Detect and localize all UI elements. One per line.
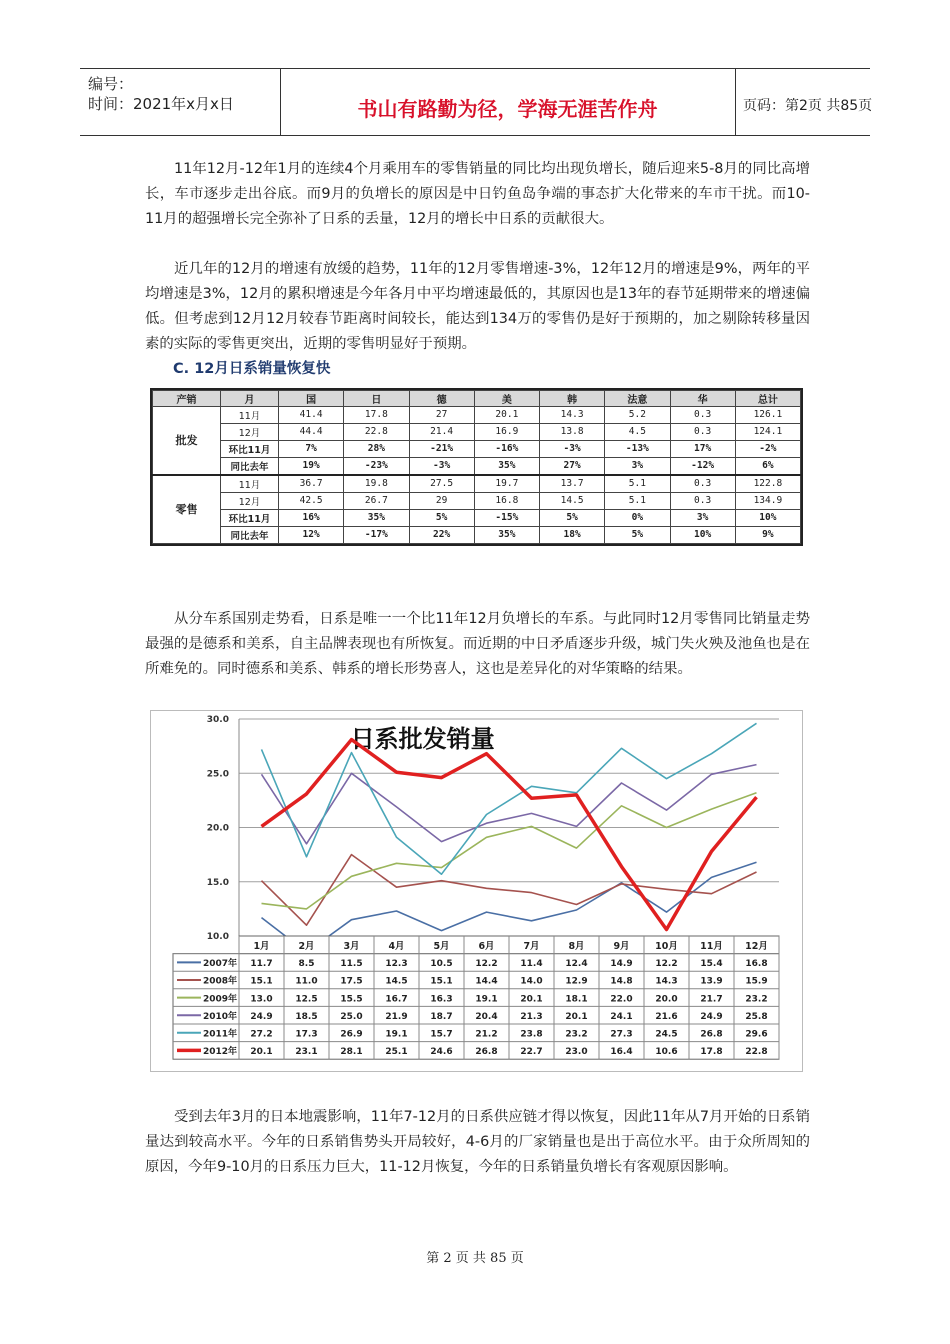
y-tick-label: 30.0: [206, 715, 229, 725]
table-row: [153, 509, 801, 526]
data-label: 15.5: [340, 994, 363, 1005]
data-label: 21.3: [520, 1011, 543, 1022]
table-cell: 5%: [605, 526, 670, 543]
table-cell: 19.7: [474, 475, 539, 493]
sales-table: [150, 388, 803, 546]
table-cell: 22.8: [344, 423, 409, 440]
table-cell: -13%: [605, 440, 670, 457]
data-label: 23.0: [565, 1047, 588, 1058]
data-label: 19.1: [385, 1029, 408, 1040]
data-label: 11.0: [295, 976, 318, 987]
header-meta-cell: [80, 69, 281, 135]
table-cell: 28%: [344, 440, 409, 457]
sales-table-grid: [152, 390, 801, 544]
data-label: 24.6: [430, 1047, 453, 1058]
table-cell: 5.1: [605, 475, 670, 493]
header-page-cell: [735, 69, 873, 135]
table-cell: 9%: [735, 526, 800, 543]
data-label: 16.8: [745, 959, 768, 970]
table-row: [153, 423, 801, 440]
data-label: 15.9: [745, 976, 768, 987]
table-cell: 13.8: [540, 423, 605, 440]
table-cell: 12%: [279, 526, 344, 543]
data-label: 17.5: [340, 976, 363, 987]
table-cell: 35%: [344, 509, 409, 526]
legend-label: 2009年: [202, 994, 237, 1005]
table-cell: 3%: [605, 457, 670, 475]
table-cell: 27%: [540, 457, 605, 475]
table-cell: 10%: [735, 509, 800, 526]
header-cell: 德: [409, 391, 474, 407]
header-cell: 美: [474, 391, 539, 407]
table-header-row: [153, 391, 801, 407]
table-cell: 6%: [735, 457, 800, 475]
data-label: 28.1: [340, 1047, 363, 1058]
data-label: 11.5: [340, 959, 363, 970]
data-label: 22.7: [520, 1047, 543, 1058]
data-label: 21.9: [385, 1011, 408, 1022]
data-label: 12.5: [295, 994, 318, 1005]
data-label: 22.0: [610, 994, 633, 1005]
row-label: 11月: [221, 407, 279, 424]
table-cell: 5.1: [605, 492, 670, 509]
table-row: [153, 440, 801, 457]
x-tick-label: 8月: [568, 941, 585, 952]
data-label: 26.9: [340, 1029, 363, 1040]
data-label: 18.7: [430, 1011, 453, 1022]
table-cell: 16%: [279, 509, 344, 526]
table-cell: -21%: [409, 440, 474, 457]
data-label: 11.7: [250, 959, 273, 970]
data-label: 11.4: [520, 959, 543, 970]
table-cell: -2%: [735, 440, 800, 457]
data-label: 20.1: [250, 1047, 273, 1058]
data-label: 18.1: [565, 994, 588, 1005]
x-tick-label: 5月: [433, 941, 450, 952]
data-label: 15.1: [250, 976, 273, 987]
data-label: 23.2: [745, 994, 768, 1005]
header-cell: 法意: [605, 391, 670, 407]
table-cell: 26.7: [344, 492, 409, 509]
header-cell: 日: [344, 391, 409, 407]
table-cell: 0%: [605, 509, 670, 526]
motto: 书山有路勤为径，学海无涯苦作舟: [357, 97, 658, 121]
data-label: 21.7: [700, 994, 723, 1005]
data-label: 17.8: [700, 1047, 723, 1058]
data-label: 12.2: [475, 959, 498, 970]
table-cell: 44.4: [279, 423, 344, 440]
table-row: [153, 475, 801, 493]
series-line-5: [262, 740, 757, 930]
legend-label: 2011年: [202, 1029, 237, 1040]
table-cell: 14.5: [540, 492, 605, 509]
table-cell: 0.3: [670, 407, 735, 424]
table-cell: 0.3: [670, 423, 735, 440]
line-chart: [151, 711, 802, 1071]
data-label: 14.8: [610, 976, 633, 987]
data-label: 10.6: [655, 1047, 678, 1058]
legend-label: 2012年: [202, 1047, 237, 1058]
table-cell: 35%: [474, 526, 539, 543]
data-label: 12.2: [655, 959, 678, 970]
data-label: 12.4: [565, 959, 588, 970]
table-cell: 27: [409, 407, 474, 424]
table-cell: 27.5: [409, 475, 474, 493]
table-cell: 5%: [409, 509, 474, 526]
data-label: 16.4: [610, 1047, 633, 1058]
data-label: 14.4: [475, 976, 498, 987]
table-cell: 16.9: [474, 423, 539, 440]
table-cell: 10%: [670, 526, 735, 543]
header-cell: 总计: [735, 391, 800, 407]
x-tick-label: 7月: [523, 941, 540, 952]
x-tick-label: 4月: [388, 941, 405, 952]
table-cell: 17.8: [344, 407, 409, 424]
chart-title: 日系批发销量: [350, 725, 495, 753]
table-cell: 29: [409, 492, 474, 509]
table-cell: 5%: [540, 509, 605, 526]
legend-label: 2010年: [202, 1011, 237, 1022]
y-tick-label: 10.0: [206, 932, 229, 942]
chart-panel: [150, 710, 803, 1072]
y-tick-label: 15.0: [206, 877, 229, 888]
table-cell: 14.3: [540, 407, 605, 424]
table-cell: 19.8: [344, 475, 409, 493]
table-cell: 42.5: [279, 492, 344, 509]
table-cell: 18%: [540, 526, 605, 543]
page-footer: 第 2 页 共 85 页: [426, 1251, 524, 1266]
x-tick-label: 2月: [298, 941, 315, 952]
header-motto-cell: [280, 69, 736, 135]
paragraph-3: 从分车系国别走势看，日系是唯一一个比11年12月负增长的车系。与此同时12月零售同比销量走势最强的是德系和美系，自主品牌表现也有所恢复。而近期的中日矛盾逐步升级，城门失火殃及池鱼也是在所难免的。同时德系和美系、韩系的增长形势喜人，这也是差异化的对华策略的结果。: [145, 611, 810, 677]
paragraph-4: 受到去年3月的日本地震影响，11年7-12月的日系供应链才得以恢复，因此11年从7月开始的日系销量达到较高水平。今年的日系销售势头开局较好，4-6月的厂家销量也是出于高位水平。由于众所周知的原因，今年9-10月的日系压力巨大，11-12月恢复，今年的日系销量负增长有客观原因影响。: [145, 1109, 810, 1175]
page-header: [80, 68, 873, 136]
table-cell: 19%: [279, 457, 344, 475]
data-label: 26.8: [700, 1029, 723, 1040]
data-label: 10.5: [430, 959, 453, 970]
data-label: 21.2: [475, 1029, 498, 1040]
table-cell: 13.7: [540, 475, 605, 493]
data-label: 15.1: [430, 976, 453, 987]
number-label: 编号：: [88, 75, 134, 93]
legend-label: 2008年: [202, 976, 237, 987]
data-label: 24.9: [250, 1011, 273, 1022]
data-label: 24.9: [700, 1011, 723, 1022]
series-line-1: [262, 855, 757, 926]
group-label: 批发: [153, 407, 221, 475]
table-cell: -23%: [344, 457, 409, 475]
table-cell: 22%: [409, 526, 474, 543]
table-cell: 16.8: [474, 492, 539, 509]
y-tick-label: 20.0: [206, 823, 229, 834]
data-label: 14.9: [610, 959, 633, 970]
table-cell: 0.3: [670, 492, 735, 509]
header-cell: 国: [279, 391, 344, 407]
table-cell: -3%: [409, 457, 474, 475]
data-label: 14.3: [655, 976, 678, 987]
table-cell: 7%: [279, 440, 344, 457]
data-label: 29.6: [745, 1029, 768, 1040]
table-cell: 41.4: [279, 407, 344, 424]
row-label: 同比去年: [221, 526, 279, 543]
row-label: 12月: [221, 423, 279, 440]
table-cell: 21.4: [409, 423, 474, 440]
table-cell: 35%: [474, 457, 539, 475]
row-label: 11月: [221, 475, 279, 493]
table-cell: 5.2: [605, 407, 670, 424]
data-label: 16.7: [385, 994, 408, 1005]
table-cell: -15%: [474, 509, 539, 526]
data-label: 21.6: [655, 1011, 678, 1022]
table-cell: 17%: [670, 440, 735, 457]
row-label: 12月: [221, 492, 279, 509]
table-row: [153, 492, 801, 509]
header-cell: 产销: [153, 391, 221, 407]
data-label: 19.1: [475, 994, 498, 1005]
data-label: 22.8: [745, 1047, 768, 1058]
x-tick-label: 3月: [343, 941, 360, 952]
data-label: 24.5: [655, 1029, 678, 1040]
table-cell: 122.8: [735, 475, 800, 493]
header-cell: 月: [221, 391, 279, 407]
data-label: 23.2: [565, 1029, 588, 1040]
table-row: [153, 526, 801, 543]
table-cell: 4.5: [605, 423, 670, 440]
table-cell: 126.1: [735, 407, 800, 424]
data-label: 16.3: [430, 994, 453, 1005]
x-tick-label: 12月: [745, 941, 768, 952]
group-label: 零售: [153, 475, 221, 544]
paragraph-2: 近几年的12月的增速有放缓的趋势，11年的12月零售增速-3%，12年12月的增速是9%，两年的平均增速是3%，12月的累积增速是今年各月中平均增速最低的，其原因也是13年的春节延期带来的增速偏低。但考虑到12月12月较春节距离时间较长，能达到134万的零售仍是好于预期的，加之剔除转移量因素的实际的零售更突出，近期的零售明显好于预期。: [145, 261, 810, 352]
data-label: 14.0: [520, 976, 543, 987]
data-label: 13.9: [700, 976, 723, 987]
x-tick-label: 6月: [478, 941, 495, 952]
data-label: 20.4: [475, 1011, 498, 1022]
section-heading: C. 12月日系销量恢复快: [173, 361, 331, 377]
data-label: 23.8: [520, 1029, 543, 1040]
legend-label: 2007年: [202, 959, 237, 970]
table-cell: 0.3: [670, 475, 735, 493]
data-label: 15.7: [430, 1029, 453, 1040]
data-label: 13.0: [250, 994, 273, 1005]
data-label: 25.1: [385, 1047, 408, 1058]
row-label: 环比11月: [221, 440, 279, 457]
data-label: 17.3: [295, 1029, 318, 1040]
data-label: 15.4: [700, 959, 723, 970]
table-cell: 124.1: [735, 423, 800, 440]
data-label: 12.3: [385, 959, 408, 970]
row-label: 环比11月: [221, 509, 279, 526]
data-label: 14.5: [385, 976, 408, 987]
table-row: [153, 457, 801, 475]
table-cell: -3%: [540, 440, 605, 457]
data-label: 12.9: [565, 976, 588, 987]
row-label: 同比去年: [221, 457, 279, 475]
paragraph-1: 11年12月-12年1月的连续4个月乘用车的零售销量的同比均出现负增长，随后迎来5-8月的同比高增长，车市逐步走出谷底。而9月的负增长的原因是中日钓鱼岛争端的事态扩大化带来的车市干扰。而10-11月的超强增长完全弥补了日系的丢量，12月的增长中日系的贡献很大。: [145, 161, 810, 227]
data-label: 25.0: [340, 1011, 363, 1022]
data-label: 20.1: [565, 1011, 588, 1022]
header-cell: 韩: [540, 391, 605, 407]
data-label: 8.5: [298, 959, 315, 970]
data-label: 23.1: [295, 1047, 318, 1058]
data-label: 20.0: [655, 994, 678, 1005]
data-label: 26.8: [475, 1047, 498, 1058]
data-label: 24.1: [610, 1011, 633, 1022]
data-label: 27.2: [250, 1029, 273, 1040]
y-tick-label: 25.0: [206, 769, 229, 780]
page-label: 页码：第2页 共85页: [743, 98, 873, 114]
table-cell: 20.1: [474, 407, 539, 424]
table-cell: -12%: [670, 457, 735, 475]
table-cell: 134.9: [735, 492, 800, 509]
x-tick-label: 11月: [700, 941, 723, 952]
table-cell: -17%: [344, 526, 409, 543]
data-label: 18.5: [295, 1011, 318, 1022]
x-tick-label: 9月: [613, 941, 630, 952]
table-cell: 3%: [670, 509, 735, 526]
header-cell: 华: [670, 391, 735, 407]
data-label: 27.3: [610, 1029, 633, 1040]
time-label: 时间：2021年x月x日: [88, 95, 234, 113]
table-cell: -16%: [474, 440, 539, 457]
table-row: [153, 407, 801, 424]
table-cell: 36.7: [279, 475, 344, 493]
data-label: 20.1: [520, 994, 543, 1005]
data-label: 25.8: [745, 1011, 768, 1022]
x-tick-label: 10月: [655, 941, 678, 952]
x-tick-label: 1月: [253, 941, 270, 952]
